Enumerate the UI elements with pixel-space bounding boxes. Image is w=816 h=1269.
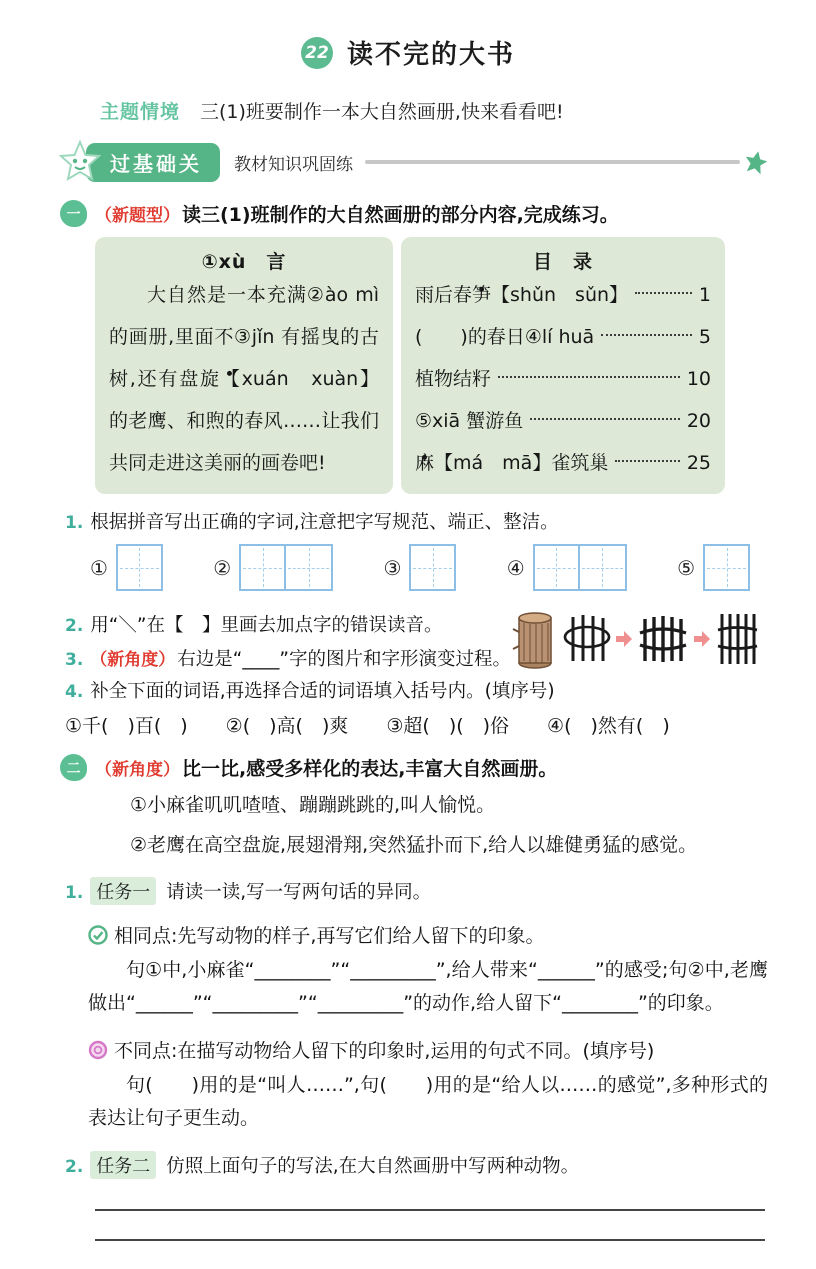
question-3-tag: （新角度） xyxy=(90,650,176,670)
toc-dotted-leader xyxy=(635,292,692,294)
writing-grid-item xyxy=(507,544,627,591)
question-2-text: 用“＼”在【 】里画去加点字的错误读音。 xyxy=(90,615,443,636)
toc-entry xyxy=(415,274,711,316)
question-1-text: 根据拼音写出正确的字词,注意把字写规范、端正、整洁。 xyxy=(90,512,559,533)
same-point-text: 相同点:先写动物的样子,再写它们给人留下的印象。 xyxy=(114,925,545,947)
questions-2-3-text xyxy=(0,603,510,671)
text-run: 麻 ● xyxy=(415,452,434,474)
toc-page-number: 25 xyxy=(686,452,711,474)
preface-body xyxy=(109,274,379,484)
answer-lines xyxy=(95,1209,765,1269)
diff-point-fill: 句( )用的是“叫人……”,句( )用的是“给人以……的感觉”,多种形式的表达让句子更生动。 xyxy=(88,1074,768,1129)
toc-page-number: 20 xyxy=(686,410,711,432)
question-3-text xyxy=(90,645,511,671)
diff-point-text: 不同点:在描写动物给人留下的印象时,运用的句式不同。(填序号) xyxy=(114,1040,655,1062)
preface-box xyxy=(95,237,393,494)
toc-dotted-leader xyxy=(530,418,680,420)
grid-cells xyxy=(116,544,163,591)
idioms-line: ①千( )百( ) ②( )高( )爽 ③超( )( )俗 ④( )然有( ) xyxy=(65,715,670,737)
writing-cell xyxy=(703,544,750,591)
task-1-text: 请读一读,写一写两句话的异同。 xyxy=(166,882,432,903)
toc-entry-label xyxy=(415,274,628,316)
grid-cells xyxy=(533,544,627,591)
writing-grid-item xyxy=(677,544,750,591)
same-point-row xyxy=(88,921,758,948)
text-run: 大自然是一本充满②ào mì 的画册,里面不③jǐn 有摇曳的古树,还有盘 xyxy=(109,284,379,390)
arrow-icon xyxy=(692,629,712,649)
question-4-number: 4. xyxy=(65,682,84,702)
toc-entry xyxy=(415,358,711,400)
writing-cell xyxy=(116,544,163,591)
text-run: 【má mā】雀筑巢 xyxy=(434,452,609,474)
writing-grids xyxy=(90,544,750,591)
page-title: 读不完的大书 xyxy=(346,40,515,70)
ring-icon xyxy=(88,1040,108,1060)
toc-entry-label xyxy=(415,358,491,400)
grid-item-label: ① xyxy=(90,555,108,580)
toc-entry-label xyxy=(415,316,594,358)
question-4-text: 补全下面的词语,再选择合适的词语填入括号内。(填序号) xyxy=(90,681,555,702)
section-banner xyxy=(58,140,816,184)
task-2-header xyxy=(65,1151,816,1179)
grid-cells xyxy=(703,544,750,591)
question-3-body: 右边是“____”字的图片和字形演变过程。 xyxy=(177,649,511,670)
writing-cell xyxy=(409,544,456,591)
title-row xyxy=(0,0,816,71)
toc-entry-label xyxy=(415,400,523,442)
grid-item-label: ④ xyxy=(506,555,525,580)
arrow-icon xyxy=(614,629,634,649)
question-1 xyxy=(65,508,765,534)
log-illustration xyxy=(510,608,556,670)
question-2-number: 2. xyxy=(65,616,84,636)
writing-grid-item xyxy=(213,544,333,591)
writing-grid-item xyxy=(384,544,457,591)
writing-grid-item xyxy=(90,544,163,591)
task-1-header xyxy=(65,877,816,905)
star-icon xyxy=(744,150,768,174)
toc-page-number: 1 xyxy=(698,284,711,306)
banner-subtitle: 教材知识巩固练 xyxy=(234,154,353,175)
example-sentence-2: ②老鹰在高空盘旋,展翅滑翔,突然猛扑而下,给人以雄健勇猛的感觉。 xyxy=(130,834,698,856)
answer-line xyxy=(95,1209,765,1239)
exercise2-number-badge: 二 xyxy=(60,754,87,781)
writing-cell xyxy=(533,544,580,591)
question-2 xyxy=(65,611,565,637)
questions-2-3 xyxy=(0,603,816,671)
writing-cell xyxy=(580,544,627,591)
exercise2-instruction: 比一比,感受多样化的表达,丰富大自然画册。 xyxy=(182,758,558,780)
banner-badge: 过基础关 xyxy=(86,143,220,182)
character-evolution-graphic xyxy=(510,603,750,671)
text-run: ⑤xiā 蟹游鱼 xyxy=(415,410,524,432)
grid-item-label: ② xyxy=(213,555,232,580)
preface-title: ①xù 言 xyxy=(201,251,287,273)
writing-cell xyxy=(239,544,286,591)
question-4 xyxy=(65,677,765,703)
text-run: ( )的春日④lí huā xyxy=(415,326,595,348)
toc-title: 目 录 xyxy=(532,251,593,273)
toc-box xyxy=(401,237,725,494)
text-run: 【shǔn sǔn】 xyxy=(491,284,629,306)
grid-cells xyxy=(239,544,333,591)
exercise2-header xyxy=(60,754,816,781)
answer-line xyxy=(95,1239,765,1269)
grid-item-label: ③ xyxy=(383,555,402,580)
question-1-number: 1. xyxy=(65,513,84,533)
theme-row xyxy=(100,97,816,124)
toc-dotted-leader xyxy=(615,460,679,462)
toc-page-number: 10 xyxy=(686,368,711,390)
toc-page-number: 5 xyxy=(698,326,711,348)
check-circle-icon xyxy=(88,925,108,945)
toc-entry-label xyxy=(415,442,608,484)
banner-divider xyxy=(365,160,740,164)
question-3-number: 3. xyxy=(65,650,84,670)
toc-dotted-leader xyxy=(498,376,680,378)
exercise1-header xyxy=(60,200,816,227)
text-run: 【xuán xuàn】的老鹰、和煦的春风……让我们共同走进这美丽的画卷吧! xyxy=(109,368,379,474)
diff-point-row xyxy=(88,1036,758,1063)
text-run: 笋 ● xyxy=(472,284,491,306)
exercise1-tag: （新题型） xyxy=(95,206,180,226)
text-run: 雨后春 xyxy=(415,284,473,306)
toc-dotted-leader xyxy=(601,334,692,336)
toc-entry xyxy=(415,442,711,484)
question-3 xyxy=(65,645,565,671)
example-sentence-1: ①小麻雀叽叽喳喳、蹦蹦跳跳的,叫人愉悦。 xyxy=(130,794,496,816)
text-run: 植物结籽 xyxy=(415,368,492,390)
task-1-badge: 任务一 xyxy=(90,877,156,905)
bronze-script-glyph xyxy=(637,611,689,667)
task-2-number: 2. xyxy=(65,1157,84,1177)
same-point-fill: 句①中,小麻雀“________”“_________”,给人带来“______”的感受;句②中,老鹰做出“______”“_________”“_________”的动作,给人留下“________”的印象。 xyxy=(88,959,768,1014)
oracle-script-glyph xyxy=(559,611,611,667)
exercise1-instruction: 读三(1)班制作的大自然画册的部分内容,完成练习。 xyxy=(182,204,619,226)
grid-cells xyxy=(409,544,456,591)
exercise2-tag: （新角度） xyxy=(95,760,180,780)
toc-list xyxy=(415,274,711,484)
toc-entry xyxy=(415,316,711,358)
grid-item-label: ⑤ xyxy=(677,555,695,580)
reading-boxes xyxy=(95,237,816,494)
lesson-number-badge: 22 xyxy=(301,37,333,69)
theme-text: 三(1)班要制作一本大自然画册,快来看看吧! xyxy=(200,101,564,123)
toc-entry xyxy=(415,400,711,442)
seal-script-glyph xyxy=(715,610,759,668)
writing-cell xyxy=(286,544,333,591)
task-2-text: 仿照上面句子的写法,在大自然画册中写两种动物。 xyxy=(166,1156,580,1177)
star-mascot-icon xyxy=(58,140,102,184)
theme-label: 主题情境 xyxy=(100,101,181,123)
task-2-badge: 任务二 xyxy=(90,1151,156,1179)
text-run: 旋 ● xyxy=(200,368,221,390)
task-1-number: 1. xyxy=(65,883,84,903)
exercise1-number-badge: 一 xyxy=(60,200,87,227)
